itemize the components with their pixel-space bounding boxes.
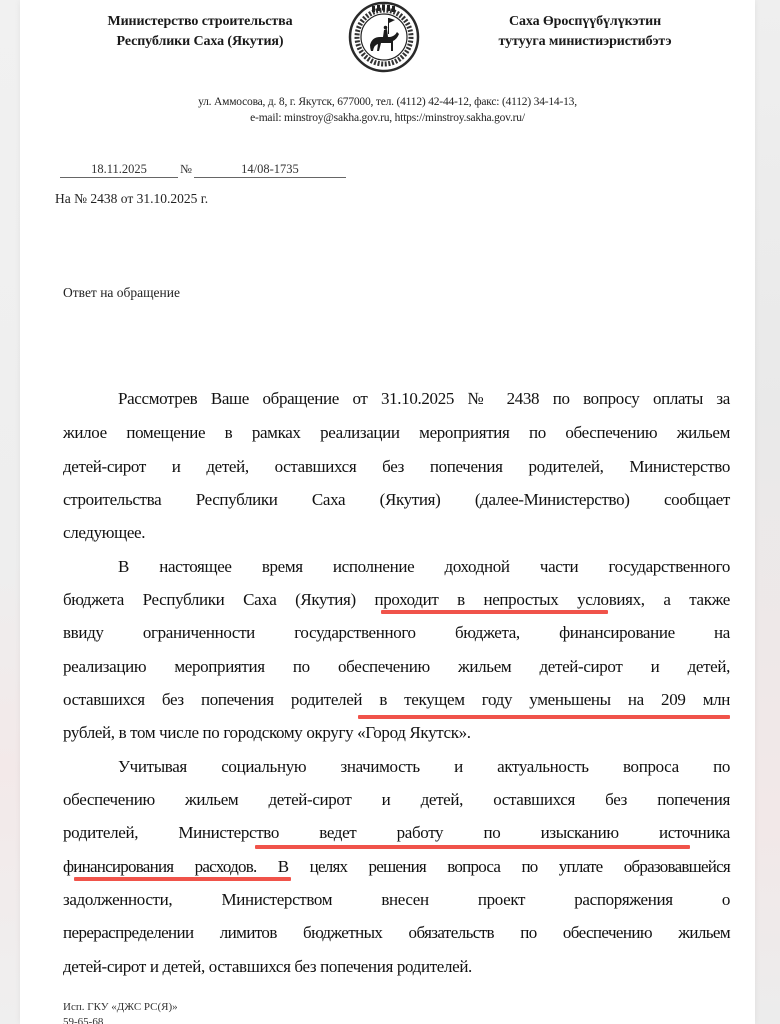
body-p2-line6: рублей, в том числе по городскому округу «Город Якутск». (63, 723, 471, 742)
body-p3-line6: перераспределении лимитов бюджетных обязательств по обеспечению жильем (63, 923, 730, 942)
body-p3-line1: Учитывая социальную значимость и актуальность вопроса по (118, 757, 730, 776)
ministry-name-ru-line1: Министерство строительства (107, 14, 293, 29)
address-line: ул. Аммосова, д. 8, г. Якутск, 677000, тел. (4112) 42-44-12, факс: (4112) 34-14-13, (198, 96, 577, 108)
number-sign: № (180, 162, 192, 176)
body-p1-line2: жилое помещение в рамках реализации мероприятия по обеспечению жильем (63, 423, 730, 442)
sakha-coat-of-arms-icon (348, 1, 420, 73)
body-p2-line5: оставшихся без попечения родителей в текущем году уменьшены на 209 млн (63, 690, 730, 709)
registration-date: 18.11.2025 (60, 161, 178, 178)
ministry-name-ru-line2: Республики Саха (Якутия) (116, 34, 284, 49)
body-p2-line4: реализацию мероприятия по обеспечению жильем детей-сирот и детей, (63, 657, 730, 676)
executor-phone: 59-65-68 (63, 1016, 104, 1024)
right-margin (755, 0, 780, 1024)
body-p3-line5: задолженности, Министерством внесен проект распоряжения о (63, 890, 730, 909)
executor-line: Исп. ГКУ «ДЖС РС(Я)» (63, 1001, 178, 1013)
body-p2-line2: бюджета Республики Саха (Якутия) проходит в непростых условиях, а также (63, 590, 730, 609)
contacts-line: e-mail: minstroy@sakha.gov.ru, https://minstroy.sakha.gov.ru/ (250, 112, 525, 124)
body-p1-line1: Рассмотрев Ваше обращение от 31.10.2025 № 2438 по вопросу оплаты за (118, 389, 730, 408)
letterhead-ministry-ru (55, 12, 345, 52)
highlight-underline-difficult-conditions (381, 610, 608, 614)
body-p2-line3: ввиду ограниченности государственного бюджета, финансирование на (63, 623, 730, 642)
letterhead-ministry-sakha (455, 12, 715, 52)
registration-line (60, 161, 346, 179)
letter-subject: Ответ на обращение (63, 285, 180, 300)
left-margin (0, 0, 20, 1024)
highlight-underline-financing-expenses (74, 877, 291, 881)
ministry-name-sakha-line1: Саха Өроспүүбүлүкэтин (508, 14, 662, 29)
body-p1-line3: детей-сирот и детей, оставшихся без попечения родителей, Министерство (63, 457, 730, 476)
body-p2-line1: В настоящее время исполнение доходной части государственного (118, 557, 730, 576)
body-p3-line3: родителей, Министерство ведет работу по изысканию источника (63, 823, 730, 842)
highlight-underline-searching-sources (255, 845, 690, 849)
ministry-name-sakha-line2: тутууга министиэристибэтэ (498, 34, 672, 49)
reference-line: На № 2438 от 31.10.2025 г. (55, 191, 209, 206)
registration-number: 14/08-1735 (194, 161, 346, 178)
highlight-underline-reduced-209-mln (358, 715, 730, 719)
body-p3-line7: детей-сирот и детей, оставшихся без попечения родителей. (63, 957, 472, 976)
body-p3-line4: финансирования расходов. В целях решения вопроса по уплате образовавшейся (63, 857, 730, 876)
body-p1-line5: следующее. (63, 523, 146, 542)
body-p3-line2: обеспечению жильем детей-сирот и детей, оставшихся без попечения (63, 790, 730, 809)
body-p1-line4: строительства Республики Саха (Якутия) (далее-Министерство) сообщает (63, 490, 730, 509)
